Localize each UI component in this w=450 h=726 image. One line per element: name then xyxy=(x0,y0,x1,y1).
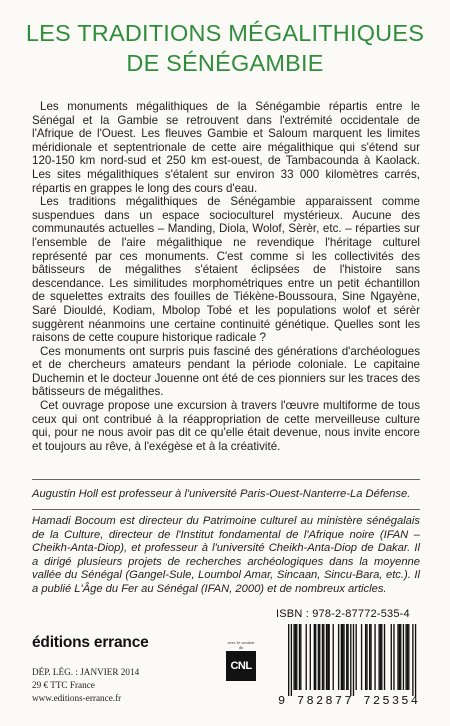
barcode-bar xyxy=(315,624,316,690)
barcode-bar xyxy=(299,624,300,690)
author-bio-holl: Augustin Holl est professeur à l'université Paris-Ouest-Nanterre-La Défense. xyxy=(32,488,411,500)
barcode-bar xyxy=(327,624,328,690)
barcode-bar xyxy=(366,624,367,690)
barcode-bar xyxy=(391,624,392,690)
barcode-bar xyxy=(353,624,354,696)
cnl-caption: avec le soutien du xyxy=(227,640,255,650)
blurb-paragraph-3: Ces monuments ont surpris puis fasciné des générations d'archéologues et de chercheurs amateurs pendant la période coloniale. Le capitaine Duchemin et le docteur Jouenne ont été de ces pionniers sur les traces des bâtisseurs de mégalithes. xyxy=(32,344,420,399)
barcode-bar xyxy=(338,624,339,690)
barcode-graphic xyxy=(276,624,422,706)
barcode-bar xyxy=(326,624,327,690)
barcode-bar xyxy=(346,624,347,690)
legal-deposit: DÉP. LÉG. : JANVIER 2014 xyxy=(32,667,140,677)
barcode-bar xyxy=(393,624,394,690)
barcode-bar xyxy=(407,624,408,690)
barcode-bar xyxy=(374,624,375,690)
divider-top xyxy=(32,479,420,480)
barcode-bar xyxy=(306,624,307,690)
blurb-paragraph-2: Les traditions mégalithiques de Sénégambie apparaissent comme suspendues dans un espace socioculturel mystérieux. Aucune des communautés actuelles – Manding, Diola, Wolof, Sèrèr, etc. – réparties sur l'ensemble de l'aire mégalithique ne revendique l'héritage culturel représenté par ces monuments. C'est comme si les collectivités des bâtisseurs de mégalithes s'étaient éclipsées de l'histoire sans descendance. Les similitudes morphométriques entre un petit échantillon de squelettes extraits des fouilles de Tiékène-Boussoura, Sine Ngayène, Saré Diouldé, Kodiam, Mbolop Tobé et les populations wolof et sérèr suggèrent néanmoins une certaine continuité génétique. Quelles sont les raisons de cette coupure historique radicale ? xyxy=(32,195,420,345)
book-title xyxy=(0,18,450,78)
barcode-bar xyxy=(343,624,344,690)
barcode-bar xyxy=(412,624,413,696)
barcode-bar xyxy=(347,624,348,690)
barcode-bar xyxy=(403,624,404,690)
barcode-bar xyxy=(397,624,398,690)
barcode-bar xyxy=(378,624,379,690)
barcode-bar xyxy=(399,624,400,690)
barcode-bar xyxy=(295,624,296,690)
barcode-bar xyxy=(400,624,401,690)
barcode-bar xyxy=(361,624,362,690)
barcode-bar xyxy=(323,624,324,690)
barcode-digits: 9 782877 725354 xyxy=(278,694,418,706)
barcode-bar xyxy=(288,624,289,696)
barcode-bar xyxy=(296,624,297,690)
barcode-bar xyxy=(356,624,357,690)
barcode-bar xyxy=(405,624,406,690)
barcode-bar xyxy=(319,624,320,690)
cnl-mark: CNL xyxy=(226,651,256,681)
title-line-2: DE SÉNÉGAMBIE xyxy=(126,50,324,76)
barcode-bar xyxy=(318,624,319,690)
barcode-bar xyxy=(322,624,323,690)
barcode-bar xyxy=(380,624,381,690)
barcode-bar xyxy=(408,624,409,690)
price: 29 € TTC France xyxy=(32,680,95,690)
divider-middle xyxy=(32,509,420,510)
website: www.editions-errance.fr xyxy=(32,693,122,703)
isbn-label: ISBN : 978-2-87772-535-4 xyxy=(276,608,410,620)
barcode-bar xyxy=(314,624,315,690)
blurb-paragraph-4: Cet ouvrage propose une excursion à travers l'œuvre multiforme de tous ceux qui ont contribué à la réappropriation de cette merveilleuse culture qui, pour ne nous avoir pas dit ce qu'elle était devenue, nous invite encore et toujours au rêve, à l'exégèse et à la créativité. xyxy=(32,399,420,453)
cnl-logo xyxy=(225,640,257,681)
barcode-bar xyxy=(350,624,351,696)
barcode-bar xyxy=(291,624,292,696)
publisher-logo: éditions errance xyxy=(32,634,149,651)
barcode-bar xyxy=(381,624,382,690)
barcode-bar xyxy=(310,624,311,690)
author-bio-bocoum: Hamadi Bocoum est directeur du Patrimoine culturel au ministère sénégalais de la Culture, directeur de l'Institut fondamental de l'Afrique noire (IFAN – Cheikh-Anta-Diop), et professeur à l'université Cheikh-Anta-Diop de Dakar. Il a dirigé plusieurs projets de recherches archéologiques dans la moyenne vallée du Sénégal (Gangel-Sule, Loumbol Amar, Sincaan, Sincu-Bara, etc.). Il a publié L'Âge du Fer au Sénégal (IFAN, 2000) et de nombreux articles. xyxy=(32,515,420,595)
isbn-barcode xyxy=(276,624,422,711)
barcode-bar xyxy=(300,624,301,690)
blurb-paragraph-1: Les monuments mégalithiques de la Sénégambie répartis entre le Sénégal et la Gambie se retrouvent dans l'extrémité occidentale de l'Afrique de l'Ouest. Les fleuves Gambie et Saloum marquent les limites méridionale et septentrionale de cette aire mégalithique qui s'étend sur 120-150 km nord-sud et 250 km est-ouest, de Tambacounda à Kaolack. Les sites mégalithiques s'étalent sur environ 33 000 kilomètres carrés, répartis en grappes le long des cours d'eau. xyxy=(32,100,420,195)
barcode-bar xyxy=(329,624,330,690)
blurb xyxy=(32,100,420,453)
barcode-bar xyxy=(415,624,416,696)
barcode-bar xyxy=(369,624,370,690)
barcode-bar xyxy=(293,624,294,690)
barcode-bar xyxy=(370,624,371,690)
barcode-bar xyxy=(365,624,366,690)
title-line-1: LES TRADITIONS MÉGALITHIQUES xyxy=(25,20,425,46)
barcode-bar xyxy=(342,624,343,690)
barcode-bar xyxy=(384,624,385,690)
barcode-bar xyxy=(333,624,334,690)
barcode-bar xyxy=(341,624,342,690)
